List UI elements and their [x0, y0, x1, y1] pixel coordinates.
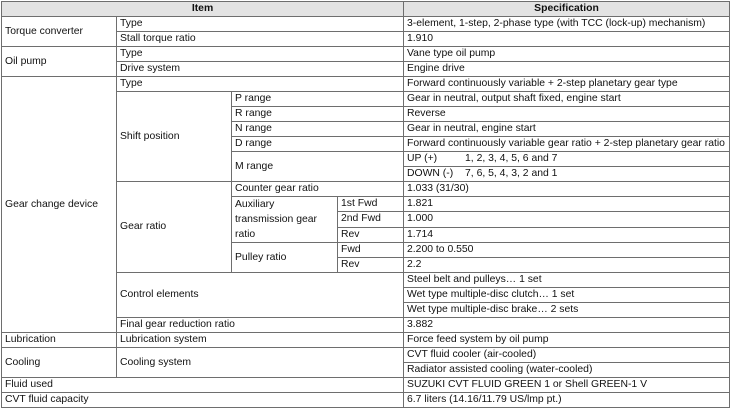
- table-row: [2, 77, 730, 92]
- m-up-cell: [404, 152, 730, 167]
- header-item: Item: [2, 2, 404, 17]
- header-row: [2, 2, 730, 17]
- aux-1st-label: 1st Fwd: [338, 197, 404, 212]
- control-elements-label: Control elements: [117, 273, 404, 318]
- fluid-used-label: Fluid used: [2, 378, 404, 393]
- pulley-rev-value: 2.2: [404, 258, 730, 273]
- pulley-ratio-label: Pulley ratio: [232, 243, 338, 273]
- oil-pump-type-label: Type: [117, 47, 404, 62]
- control-value-1: Steel belt and pulleys… 1 set: [404, 273, 730, 288]
- header-specification: Specification: [404, 2, 730, 17]
- drive-system-label: Drive system: [117, 62, 404, 77]
- m-down-cell: [404, 167, 730, 182]
- table-row: [2, 393, 730, 408]
- table-row: [2, 378, 730, 393]
- m-up-value: 1, 2, 3, 4, 5, 6 and 7: [465, 153, 558, 164]
- gear-ratio-label: Gear ratio: [117, 182, 232, 273]
- counter-gear-label: Counter gear ratio: [232, 182, 404, 197]
- final-gear-value: 3.882: [404, 318, 730, 333]
- m-down-label: DOWN (-): [407, 168, 454, 179]
- n-range-value: Gear in neutral, engine start: [404, 122, 730, 137]
- spec-table: [1, 1, 730, 408]
- p-range-value: Gear in neutral, output shaft fixed, engine start: [404, 92, 730, 107]
- r-range-value: Reverse: [404, 107, 730, 122]
- d-range-label: D range: [232, 137, 404, 152]
- gear-change-type-value: Forward continuously variable + 2-step planetary gear type: [404, 77, 730, 92]
- m-range-label: M range: [232, 152, 404, 182]
- table-row: [2, 348, 730, 363]
- pulley-fwd-value: 2.200 to 0.550: [404, 243, 730, 258]
- gear-change-type-label: Type: [117, 77, 404, 92]
- table-row: [2, 17, 730, 32]
- spec-table-container: [1, 1, 730, 408]
- torque-converter-label: Torque converter: [2, 17, 117, 47]
- oil-pump-type-value: Vane type oil pump: [404, 47, 730, 62]
- stall-torque-value: 1.910: [404, 32, 730, 47]
- cooling-value-2: Radiator assisted cooling (water-cooled): [404, 363, 730, 378]
- final-gear-label: Final gear reduction ratio: [117, 318, 404, 333]
- lubrication-label: Lubrication: [2, 333, 117, 348]
- n-range-label: N range: [232, 122, 404, 137]
- aux-rev-value: 1.714: [404, 227, 730, 242]
- m-up-label: UP (+): [407, 153, 438, 164]
- lubrication-system-label: Lubrication system: [117, 333, 404, 348]
- aux-2nd-value: 1.000: [404, 212, 730, 227]
- pulley-fwd-label: Fwd: [338, 243, 404, 258]
- aux-2nd-label: 2nd Fwd: [338, 212, 404, 227]
- control-value-2: Wet type multiple-disc clutch… 1 set: [404, 288, 730, 303]
- table-row: [2, 47, 730, 62]
- cooling-label: Cooling: [2, 348, 117, 378]
- d-range-value: Forward continuously variable gear ratio + 2-step planetary gear ratio: [404, 137, 730, 152]
- control-value-3: Wet type multiple-disc brake… 2 sets: [404, 303, 730, 318]
- cooling-system-label: Cooling system: [117, 348, 404, 378]
- counter-gear-value: 1.033 (31/30): [404, 182, 730, 197]
- cooling-value-1: CVT fluid cooler (air-cooled): [404, 348, 730, 363]
- oil-pump-label: Oil pump: [2, 47, 117, 77]
- lubrication-system-value: Force feed system by oil pump: [404, 333, 730, 348]
- m-down-value: 7, 6, 5, 4, 3, 2 and 1: [465, 168, 558, 179]
- torque-converter-type-value: 3-element, 1-step, 2-phase type (with TCC (lock-up) mechanism): [404, 17, 730, 32]
- r-range-label: R range: [232, 107, 404, 122]
- p-range-label: P range: [232, 92, 404, 107]
- aux-rev-label: Rev: [338, 227, 404, 242]
- gear-change-label: Gear change device: [2, 77, 117, 333]
- drive-system-value: Engine drive: [404, 62, 730, 77]
- fluid-capacity-value: 6.7 liters (14.16/11.79 US/lmp pt.): [404, 393, 730, 408]
- stall-torque-label: Stall torque ratio: [117, 32, 404, 47]
- aux-1st-value: 1.821: [404, 197, 730, 212]
- fluid-capacity-label: CVT fluid capacity: [2, 393, 404, 408]
- table-row: [2, 333, 730, 348]
- aux-ratio-label: Auxiliary transmission gear ratio: [232, 197, 338, 243]
- torque-converter-type-label: Type: [117, 17, 404, 32]
- pulley-rev-label: Rev: [338, 258, 404, 273]
- fluid-used-value: SUZUKI CVT FLUID GREEN 1 or Shell GREEN-1 V: [404, 378, 730, 393]
- shift-position-label: Shift position: [117, 92, 232, 182]
